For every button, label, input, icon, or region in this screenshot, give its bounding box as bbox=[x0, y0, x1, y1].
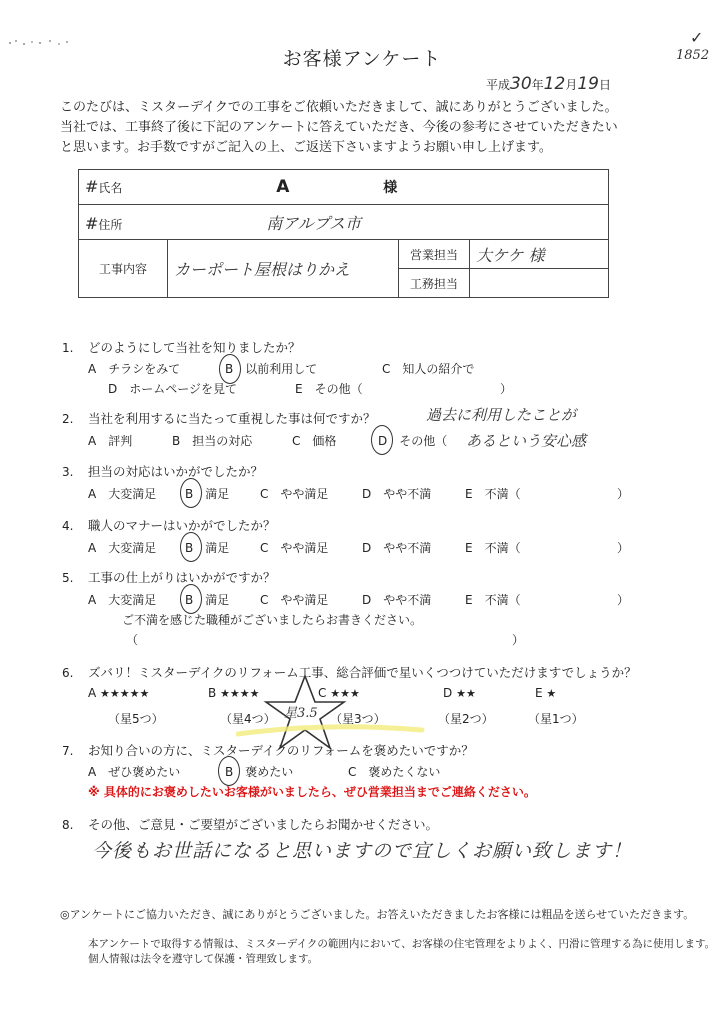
q5-text: 工事の仕上がりはいかがですか？ bbox=[88, 570, 276, 585]
rating-c[interactable]: C ★★★ bbox=[318, 686, 360, 700]
q5-option-c[interactable]: C やや満足 bbox=[260, 593, 329, 607]
work-label: 工事内容 bbox=[79, 240, 168, 298]
q3-text: 担当の対応はいかがでしたか？ bbox=[88, 464, 264, 479]
q1-text: どのようにして当社を知りましたか？ bbox=[88, 340, 301, 355]
q8-text: その他、ご意見・ご要望がございましたらお聞かせください。 bbox=[88, 817, 439, 832]
q7-text: お知り合いの方に、ミスターデイクのリフォームを褒めたいですか？ bbox=[88, 743, 474, 758]
q5-option-e-close: ） bbox=[617, 593, 630, 607]
q7-option-b[interactable]: B 褒めたい bbox=[225, 765, 294, 779]
rating-a[interactable]: A ★★★★★ bbox=[88, 686, 150, 700]
q7-note: ※ 具体的にお褒めしたいお客様がいましたら、ぜひ営業担当までご連絡ください。 bbox=[88, 785, 536, 799]
date-day: 19 bbox=[577, 74, 599, 94]
date-month-unit: 月 bbox=[565, 78, 578, 92]
q3-option-d[interactable]: D やや不満 bbox=[362, 487, 432, 501]
q7-answer-circle bbox=[218, 756, 240, 786]
engineer-value bbox=[470, 269, 609, 298]
q3-answer-circle bbox=[180, 478, 202, 508]
sales-value: 大ケケ 様 bbox=[470, 240, 609, 269]
form-code: 1852 bbox=[676, 48, 710, 63]
q3-number: 3. bbox=[62, 465, 74, 479]
q2-option-b[interactable]: B 担当の対応 bbox=[172, 434, 253, 448]
q4-answer-circle bbox=[180, 532, 202, 562]
rating-stars: ★★★★ bbox=[220, 687, 260, 700]
rating-stars: ★ bbox=[546, 687, 557, 700]
q2-number: 2. bbox=[62, 412, 74, 426]
q2-note-line1: 過去に利用したことが bbox=[426, 406, 577, 424]
q7-option-a[interactable]: A ぜひ褒めたい bbox=[88, 765, 181, 779]
rating-d[interactable]: D ★★ bbox=[443, 686, 476, 700]
q6-handwritten-answer: 星3.5 bbox=[284, 706, 318, 721]
q5-paren-open: （ bbox=[126, 633, 139, 647]
q2-option-a[interactable]: A 評判 bbox=[88, 434, 133, 448]
q1-number: 1. bbox=[62, 341, 74, 355]
q2-text: 当社を利用するに当たって重視した事は何ですか？ bbox=[88, 411, 376, 426]
rating-stars: ★★★ bbox=[330, 687, 360, 700]
sales-label: 営業担当 bbox=[399, 240, 470, 269]
q2-note-line2: あるという安心感 bbox=[466, 432, 587, 450]
date-day-unit: 日 bbox=[598, 78, 611, 92]
rating-stars: ★★ bbox=[456, 687, 476, 700]
q3-option-e[interactable]: E 不満（ bbox=[465, 487, 521, 501]
footer-privacy-2: 個人情報は法令を遵守して保護・管理致します。 bbox=[88, 953, 319, 965]
highlighter-stroke bbox=[236, 722, 426, 738]
q1-option-a[interactable]: A チラシをみて bbox=[88, 362, 181, 376]
q8-answer: 今後もお世話になると思いますので宜しくお願い致します！ bbox=[92, 840, 633, 862]
intro-line: と思います。お手数ですがご記入の上、ご返送下さいますようお願い申し上げます。 bbox=[60, 140, 552, 155]
q6-number: 6. bbox=[62, 666, 74, 680]
info-table bbox=[78, 169, 609, 298]
q3-option-e-close: ） bbox=[617, 487, 630, 501]
q4-option-b[interactable]: B 満足 bbox=[185, 541, 230, 555]
rating-c-label: （星3つ） bbox=[330, 712, 386, 726]
q5-option-a[interactable]: A 大変満足 bbox=[88, 593, 157, 607]
q5-option-b[interactable]: B 満足 bbox=[185, 593, 230, 607]
footer-thanks: ◎アンケートにご協力いただき、誠にありがとうございました。お答えいただきましたお客様には粗品を送らせていただきます。 bbox=[60, 908, 695, 921]
q5-answer-circle bbox=[180, 584, 202, 614]
q1-answer-circle bbox=[219, 354, 241, 384]
q5-paren-close: ） bbox=[512, 633, 525, 647]
date-year: 30 bbox=[510, 74, 532, 94]
q1-option-e[interactable]: E その他（ bbox=[295, 382, 363, 396]
q3-option-c[interactable]: C やや満足 bbox=[260, 487, 329, 501]
footer-privacy-1: 本アンケートで取得する情報は、ミスターデイクの範囲内において、お客様の住宅管理をよりよく、円滑に管理する為に使用します。 bbox=[88, 938, 716, 950]
rating-e-label: （星1つ） bbox=[528, 712, 584, 726]
rating-stars: ★★★★★ bbox=[100, 687, 150, 700]
q2-answer-circle bbox=[371, 425, 393, 455]
name-row: #氏名 A 様 bbox=[79, 170, 609, 205]
date bbox=[486, 74, 611, 94]
q1-option-d[interactable]: D ホームページを見て bbox=[108, 382, 238, 396]
intro-line: このたびは、ミスターデイクでの工事をご依頼いただきまして、誠にありがとうございました。 bbox=[60, 100, 618, 115]
rating-e[interactable]: E ★ bbox=[535, 686, 557, 700]
q7-option-c[interactable]: C 褒めたくない bbox=[348, 765, 441, 779]
q3-option-b[interactable]: B 満足 bbox=[185, 487, 230, 501]
q4-option-e[interactable]: E 不満（ bbox=[465, 541, 521, 555]
name-label: 氏名 bbox=[98, 181, 123, 195]
q4-option-d[interactable]: D やや不満 bbox=[362, 541, 432, 555]
q4-option-a[interactable]: A 大変満足 bbox=[88, 541, 157, 555]
address-label: 住所 bbox=[98, 217, 123, 232]
q7-number: 7. bbox=[62, 744, 74, 758]
check-mark: ✓ bbox=[690, 28, 704, 47]
q4-option-c[interactable]: C やや満足 bbox=[260, 541, 329, 555]
rating-b-label: （星4つ） bbox=[220, 712, 276, 726]
date-era: 平成 bbox=[486, 78, 511, 92]
q5-option-d[interactable]: D やや不満 bbox=[362, 593, 432, 607]
rating-b[interactable]: B ★★★★ bbox=[208, 686, 260, 700]
q8-number: 8. bbox=[62, 818, 74, 832]
date-month: 12 bbox=[543, 74, 566, 94]
intro-line: 当社では、工事終了後に下記のアンケートに答えていただき、今後の参考にさせていただきたい bbox=[60, 120, 618, 135]
q1-option-e-close: ） bbox=[500, 382, 513, 396]
intro-text bbox=[60, 98, 680, 158]
rating-d-label: （星2つ） bbox=[438, 712, 494, 726]
name-suffix: 様 bbox=[383, 180, 398, 196]
address-value: 南アルプス市 bbox=[266, 213, 361, 233]
q5-option-e[interactable]: E 不満（ bbox=[465, 593, 521, 607]
q3-option-a[interactable]: A 大変満足 bbox=[88, 487, 157, 501]
q4-text: 職人のマナーはいかがでしたか？ bbox=[88, 518, 276, 533]
q4-option-e-close: ） bbox=[617, 541, 630, 555]
rating-a-label: （星5つ） bbox=[108, 712, 164, 726]
q5-number: 5. bbox=[62, 571, 74, 585]
page-title: お客様アンケート bbox=[282, 48, 442, 70]
q4-number: 4. bbox=[62, 519, 74, 533]
q2-option-c[interactable]: C 価格 bbox=[292, 434, 337, 448]
work-value: カーポート屋根はりかえ bbox=[168, 240, 399, 298]
q2-option-d[interactable]: D その他（ bbox=[378, 434, 448, 448]
address-row: #住所 南アルプス市 bbox=[79, 205, 609, 240]
name-value: A bbox=[276, 177, 290, 197]
q1-option-b[interactable]: B 以前利用して bbox=[225, 362, 318, 376]
q1-option-c[interactable]: C 知人の紹介で bbox=[382, 362, 475, 376]
q6-text: ズバリ！ミスターデイクのリフォーム工事、総合評価で星いくつつけていただけますでしょうか？ bbox=[88, 665, 637, 680]
q5-subprompt: ご不満を感じた職種がございましたらお書きください。 bbox=[122, 613, 423, 627]
date-year-unit: 年 bbox=[531, 78, 544, 92]
engineer-label: 工務担当 bbox=[399, 269, 470, 298]
